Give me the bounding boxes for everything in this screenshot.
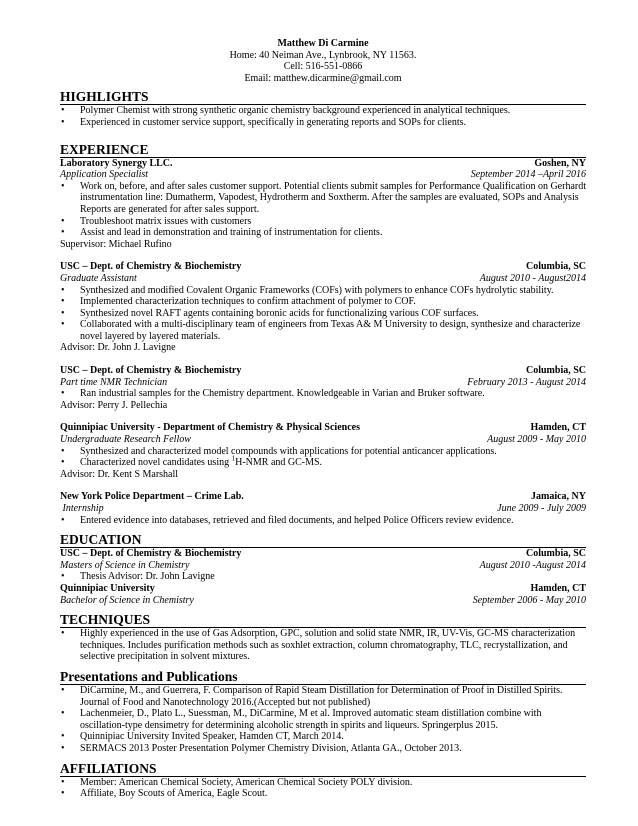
section-heading-techniques: TECHNIQUES — [60, 612, 586, 628]
job-role: Undergraduate Research Fellow — [60, 434, 191, 446]
list-item: • Entered evidence into databases, retrieved and filed documents, and helped Police Officers review evidence. — [60, 515, 586, 527]
highlights-list — [60, 105, 586, 128]
job-dates: September 2014 –April 2016 — [470, 169, 586, 181]
section-heading-presentations: Presentations and Publications — [60, 669, 586, 685]
school-degree: Bachelor of Science in Chemistry — [60, 594, 194, 606]
job-location: Jamaica, NY — [531, 491, 586, 503]
techniques-list — [60, 628, 586, 663]
job-entry — [60, 491, 586, 526]
school-degree: Masters of Science in Chemistry — [60, 559, 190, 571]
job-supervisor: Advisor: Dr. John J. Lavigne — [60, 342, 176, 354]
list-item: • Troubleshoot matrix issues with customers — [60, 216, 586, 228]
school-location: Hamden, CT — [530, 582, 586, 594]
list-item: • Member: American Chemical Society, American Chemical Society POLY division. — [60, 777, 586, 789]
list-item: • Quinnipiac University Invited Speaker, Hamden CT, March 2014. — [60, 731, 586, 743]
job-role: Application Specialist — [60, 169, 149, 181]
school-dates: September 2006 - May 2010 — [472, 594, 586, 606]
list-item: • Assist and lead in demonstration and training of instrumentation for clients. — [60, 227, 586, 239]
list-item: • Implemented characterization techniques to confirm attachment of polymer to COF. — [60, 296, 586, 308]
school-org: Quinnipiac University — [60, 582, 155, 594]
job-role: Part time NMR Technician — [60, 376, 168, 388]
affiliations-list — [60, 777, 586, 800]
list-item: • Synthesized and modified Covalent Organic Frameworks (COFs) with polymers to enhance COFs hydrolytic stability. — [60, 285, 586, 297]
job-org: New York Police Department – Crime Lab. — [60, 491, 244, 503]
list-item: • Work on, before, and after sales customer support. Potential clients submit samples for Performance Qualification on Gerhardt instrumentation line: Dumatherm, Vapodest, Hydrotherm and Soxtherm. After the samples are evaluated, SOPs and Analysis Reports are generated for after sales support. — [60, 181, 586, 216]
section-heading-education: EDUCATION — [60, 532, 586, 548]
list-item: • Highly experienced in the use of Gas Adsorption, GPC, solution and solid state NMR, IR, UV-Vis, GC-MS characterization techniques. Includes purification methods such as soxhlet extraction, column chromatography, TLC, recrystallization, and selective precipitation in solvent mixtures. — [60, 628, 586, 663]
school-entry — [60, 583, 586, 606]
job-location: Columbia, SC — [525, 261, 586, 273]
school-dates: August 2010 -August 2014 — [479, 559, 586, 571]
section-heading-experience: EXPERIENCE — [60, 142, 586, 158]
list-item: • Thesis Advisor: Dr. John Lavigne — [60, 571, 586, 583]
presentations-list — [60, 685, 586, 755]
job-supervisor: Supervisor: Michael Rufino — [60, 238, 172, 250]
job-entry — [60, 422, 586, 480]
job-dates: August 2009 - May 2010 — [487, 434, 586, 446]
list-item: • Ran industrial samples for the Chemistry department. Knowledgeable in Varian and Bruker software. — [60, 388, 586, 400]
email-address: Email: matthew.dicarmine@gmail.com — [244, 72, 402, 84]
candidate-name: Matthew Di Carmine — [277, 38, 369, 49]
job-role: Internship — [60, 503, 104, 514]
list-item: • SERMACS 2013 Poster Presentation Polymer Chemistry Division, Atlanta GA., October 2013. — [60, 743, 586, 755]
list-item: • Affiliate, Boy Scouts of America, Eagle Scout. — [60, 788, 586, 800]
job-location: Columbia, SC — [525, 365, 586, 377]
job-role: Graduate Assistant — [60, 272, 137, 284]
list-item: • Synthesized novel RAFT agents containing boronic acids for functionalizing various COF surfaces. — [60, 308, 586, 320]
job-location: Goshen, NY — [534, 157, 586, 169]
resume-page — [60, 38, 586, 800]
school-entry — [60, 548, 586, 583]
job-entry — [60, 261, 586, 354]
job-supervisor: Advisor: Perry J. Pellechia — [60, 399, 168, 411]
job-dates: August 2010 - August2014 — [479, 272, 586, 284]
list-item: • DiCarmine, M., and Guerrera, F. Comparison of Rapid Steam Distillation for Determination of Proof in Distilled Spirits. Journal of Food and Nanotechnology 2016.(Accepted but not published) — [60, 685, 586, 708]
list-item: • Collaborated with a multi-disciplinary team of engineers from Texas A& M University to design, synthesize and characterize novel layered by layered materials. — [60, 319, 586, 342]
list-item: • Polymer Chemist with strong synthetic organic chemistry background experienced in analytical techniques. — [60, 105, 586, 117]
cell-phone: Cell: 516-551-0866 — [283, 61, 363, 73]
job-entry — [60, 158, 586, 251]
school-org: USC – Dept. of Chemistry & Biochemistry — [60, 548, 242, 560]
job-supervisor: Advisor: Dr. Kent S Marshall — [60, 468, 179, 480]
job-dates: February 2013 - August 2014 — [467, 376, 586, 388]
home-address: Home: 40 Neiman Ave., Lynbrook, NY 11563. — [229, 49, 417, 61]
section-heading-affiliations: AFFILIATIONS — [60, 761, 586, 777]
job-location: Hamden, CT — [530, 422, 586, 434]
job-org: Laboratory Synergy LLC. — [60, 157, 173, 169]
section-heading-highlights: HIGHLIGHTS — [60, 89, 586, 105]
list-item: • Lachenmeier, D., Plato L., Suessman, M., DiCarmine, M et al. Improved automatic steam distillation combine with oscillation-type densimetry for determining alcoholic strength in spirits and liqueurs. Springerplus 2015. — [60, 708, 586, 731]
job-org: USC – Dept. of Chemistry & Biochemistry — [60, 261, 242, 273]
job-org: Quinnipiac University - Department of Chemistry & Physical Sciences — [60, 422, 360, 434]
list-item: • Synthesized and characterized model compounds with applications for potential anticancer applications. — [60, 446, 586, 458]
job-entry — [60, 365, 586, 411]
job-dates: June 2009 - July 2009 — [497, 503, 586, 514]
contact-header — [60, 38, 586, 84]
school-location: Columbia, SC — [525, 548, 586, 560]
list-item: • Characterized novel candidates using $^1$H-NMR and GC-MS. — [60, 457, 586, 469]
job-org: USC – Dept. of Chemistry & Biochemistry — [60, 365, 242, 377]
list-item: • Experienced in customer service support, specifically in generating reports and SOPs for clients. — [60, 117, 586, 129]
